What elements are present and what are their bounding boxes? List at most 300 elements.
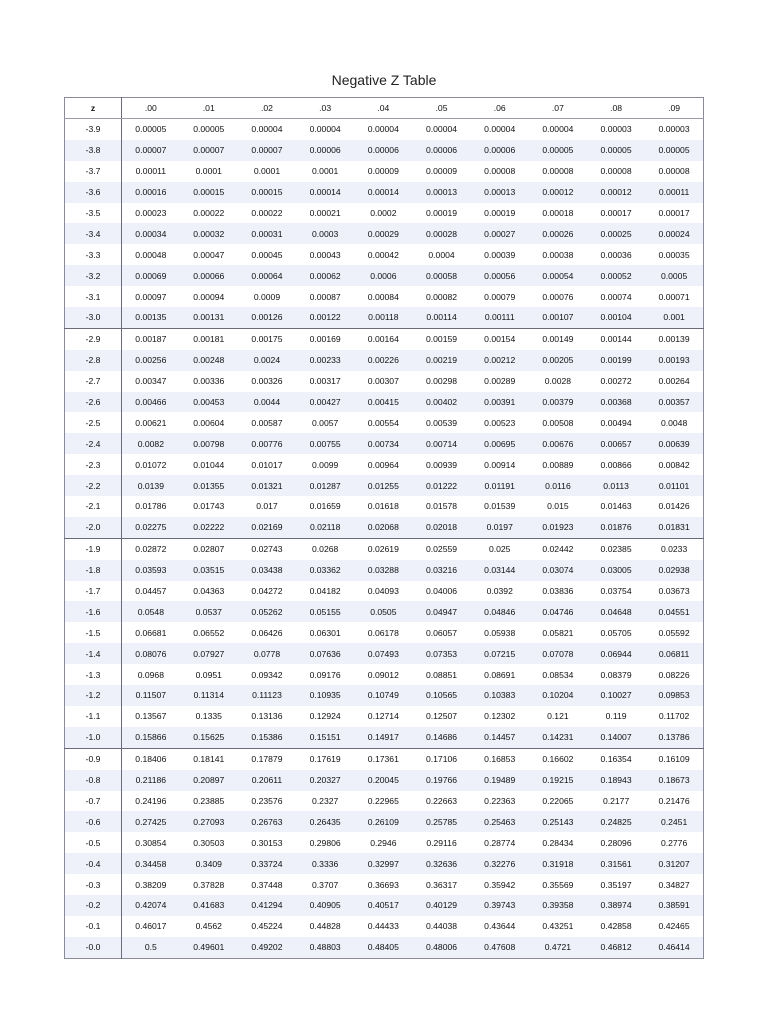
table-row: [65, 119, 704, 140]
z-value-cell: -1.0: [65, 727, 122, 748]
probability-cell: 0.02068: [354, 517, 412, 538]
header-row: [65, 98, 704, 119]
probability-cell: 0.11123: [238, 685, 296, 706]
probability-cell: 0.0009: [253, 291, 281, 302]
probability-cell: 0.00391: [471, 392, 529, 413]
probability-cell: 0.40517: [354, 895, 412, 916]
probability-cell: 0.02169: [238, 517, 296, 538]
table-row: [65, 140, 704, 161]
probability-cell: 0.00012: [529, 182, 587, 203]
table-row: [65, 581, 704, 602]
probability-cell: 0.09176: [309, 669, 341, 680]
probability-cell: 0.06426: [251, 627, 283, 638]
probability-cell: 0.20897: [180, 770, 238, 791]
probability-cell: 0.07493: [354, 643, 412, 664]
probability-cell: 0.24825: [587, 811, 645, 832]
probability-cell: 0.03216: [412, 560, 470, 581]
probability-cell: 0.05821: [542, 627, 574, 638]
probability-cell: 0.00621: [135, 417, 167, 428]
probability-cell: 0.04093: [367, 586, 399, 597]
probability-cell: 0.00074: [600, 291, 632, 302]
probability-cell: 0.00022: [193, 208, 225, 218]
probability-cell: 0.03593: [122, 560, 180, 581]
probability-cell: 0.001: [645, 307, 703, 328]
table-row: [65, 664, 704, 685]
probability-cell: 0.00939: [425, 459, 458, 470]
probability-cell: 0.45224: [251, 921, 283, 932]
probability-cell: 0.07353: [412, 643, 470, 664]
probability-cell: 0.22965: [367, 795, 399, 806]
z-value-cell: -3.9: [65, 119, 122, 140]
table-row: [65, 622, 704, 643]
probability-cell: 0.02938: [645, 560, 703, 581]
z-value-cell: -0.4: [65, 853, 122, 874]
probability-cell: 0.34827: [658, 879, 690, 890]
z-value-cell: -2.1: [65, 496, 122, 517]
probability-cell: 0.27425: [122, 811, 180, 832]
z-value-cell: -1.8: [65, 560, 122, 581]
probability-cell: 0.00008: [484, 166, 516, 177]
probability-cell: 0.00006: [412, 140, 470, 161]
probability-cell: 0.19215: [529, 770, 587, 791]
probability-cell: 0.06811: [645, 643, 703, 664]
probability-cell: 0.00212: [471, 350, 529, 371]
table-row: [65, 853, 704, 874]
probability-cell: 0.00494: [600, 417, 632, 428]
table-row: [65, 643, 704, 664]
probability-cell: 0.17361: [354, 748, 412, 769]
probability-cell: 0.12507: [425, 711, 458, 722]
table-row: [65, 517, 704, 538]
z-value-cell: -2.5: [65, 412, 122, 433]
probability-cell: 0.01463: [600, 501, 632, 512]
probability-cell: 0.39358: [529, 895, 587, 916]
probability-cell: 0.01659: [309, 501, 341, 512]
probability-cell: 0.00007: [122, 140, 180, 161]
probability-cell: 0.10565: [412, 685, 470, 706]
probability-cell: 0.10749: [354, 685, 412, 706]
probability-cell: 0.04648: [587, 601, 645, 622]
probability-cell: 0.00298: [425, 376, 458, 387]
probability-cell: 0.00004: [484, 124, 516, 135]
z-value-cell: -3.6: [65, 182, 122, 203]
probability-cell: 0.04182: [309, 586, 341, 597]
probability-cell: 0.06944: [587, 643, 645, 664]
probability-cell: 0.06301: [309, 627, 341, 638]
z-value-cell: -3.7: [65, 161, 122, 182]
probability-cell: 0.09853: [645, 685, 703, 706]
probability-cell: 0.12302: [484, 711, 516, 722]
probability-cell: 0.00144: [587, 328, 645, 349]
probability-cell: 0.00019: [484, 208, 516, 218]
probability-cell: 0.00149: [529, 328, 587, 349]
probability-cell: 0.01255: [354, 475, 412, 496]
table-row: [65, 286, 704, 307]
probability-cell: 0.05262: [238, 601, 296, 622]
probability-cell: 0.15151: [296, 727, 354, 748]
probability-cell: 0.01287: [296, 475, 354, 496]
probability-cell: 0.10935: [296, 685, 354, 706]
probability-cell: 0.00069: [122, 265, 180, 286]
z-value-cell: -3.1: [65, 286, 122, 307]
z-value-cell: -3.4: [65, 223, 122, 244]
probability-cell: 0.02872: [122, 538, 180, 559]
probability-cell: 0.00017: [600, 208, 632, 218]
probability-cell: 0.16109: [645, 748, 703, 769]
probability-cell: 0.17106: [412, 748, 470, 769]
probability-cell: 0.49601: [180, 937, 238, 958]
probability-cell: 0.00866: [600, 459, 632, 470]
table-row: [65, 244, 704, 265]
z-value-cell: -1.1: [65, 706, 122, 727]
probability-cell: 0.32997: [354, 853, 412, 874]
probability-cell: 0.19766: [412, 770, 470, 791]
column-header: .03: [296, 98, 354, 119]
probability-cell: 0.18141: [180, 748, 238, 769]
probability-cell: 0.20045: [354, 770, 412, 791]
table-row: [65, 791, 704, 812]
probability-cell: 0.27093: [180, 811, 238, 832]
probability-cell: 0.0001: [195, 166, 222, 177]
probability-cell: 0.46017: [135, 921, 167, 932]
probability-cell: 0.00264: [658, 376, 690, 387]
probability-cell: 0.21186: [122, 770, 180, 791]
probability-cell: 0.38591: [645, 895, 703, 916]
probability-cell: 0.05705: [600, 627, 632, 638]
probability-cell: 0.00539: [425, 417, 458, 428]
probability-cell: 0.46414: [645, 937, 703, 958]
z-value-cell: -0.6: [65, 811, 122, 832]
probability-cell: 0.00368: [587, 392, 645, 413]
probability-cell: 0.0044: [238, 392, 296, 413]
probability-cell: 0.01321: [238, 475, 296, 496]
probability-cell: 0.00022: [251, 208, 283, 218]
probability-cell: 0.00011: [135, 166, 167, 177]
z-value-cell: -0.2: [65, 895, 122, 916]
probability-cell: 0.17619: [296, 748, 354, 769]
z-value-cell: -3.0: [65, 307, 122, 328]
probability-cell: 0.00005: [645, 140, 703, 161]
probability-cell: 0.09342: [251, 669, 283, 680]
probability-cell: 0.00054: [529, 265, 587, 286]
table-row: [65, 706, 704, 727]
probability-cell: 0.01017: [251, 459, 283, 470]
probability-cell: 0.00181: [180, 328, 238, 349]
probability-cell: 0.03144: [471, 560, 529, 581]
probability-cell: 0.33724: [238, 853, 296, 874]
probability-cell: 0.11314: [180, 685, 238, 706]
z-value-cell: -3.5: [65, 203, 122, 224]
probability-cell: 0.00776: [238, 433, 296, 454]
probability-cell: 0.26763: [238, 811, 296, 832]
probability-cell: 0.00755: [296, 433, 354, 454]
probability-cell: 0.00003: [600, 124, 632, 135]
probability-cell: 0.00028: [412, 223, 470, 244]
probability-cell: 0.13786: [645, 727, 703, 748]
probability-cell: 0.00104: [587, 307, 645, 328]
z-value-cell: -1.5: [65, 622, 122, 643]
probability-cell: 0.39743: [471, 895, 529, 916]
probability-cell: 0.3409: [180, 853, 238, 874]
probability-cell: 0.00043: [309, 249, 341, 260]
probability-cell: 0.03836: [542, 586, 574, 597]
probability-cell: 0.23885: [193, 795, 225, 806]
probability-cell: 0.00175: [238, 328, 296, 349]
probability-cell: 0.28774: [484, 837, 516, 848]
probability-cell: 0.0001: [312, 166, 339, 177]
probability-cell: 0.01923: [529, 517, 587, 538]
probability-cell: 0.1335: [195, 711, 222, 722]
probability-cell: 0.40129: [412, 895, 470, 916]
probability-cell: 0.00062: [296, 265, 354, 286]
probability-cell: 0.03005: [587, 560, 645, 581]
z-value-cell: -2.4: [65, 433, 122, 454]
probability-cell: 0.02743: [238, 538, 296, 559]
probability-cell: 0.32276: [471, 853, 529, 874]
probability-cell: 0.119: [605, 711, 627, 722]
probability-cell: 0.04947: [412, 601, 470, 622]
probability-cell: 0.0778: [238, 643, 296, 664]
probability-cell: 0.00005: [587, 140, 645, 161]
column-header: .08: [587, 98, 645, 119]
probability-cell: 0.07636: [296, 643, 354, 664]
probability-cell: 0.07078: [529, 643, 587, 664]
table-row: [65, 748, 704, 769]
probability-cell: 0.31207: [645, 853, 703, 874]
probability-cell: 0.26435: [296, 811, 354, 832]
probability-cell: 0.00199: [587, 350, 645, 371]
probability-cell: 0.00045: [251, 249, 283, 260]
table-row: [65, 433, 704, 454]
probability-cell: 0.00094: [193, 291, 225, 302]
probability-cell: 0.00357: [645, 392, 703, 413]
probability-cell: 0.21476: [658, 795, 690, 806]
probability-cell: 0.0548: [122, 601, 180, 622]
column-header: .07: [529, 98, 587, 119]
probability-cell: 0.01222: [412, 475, 470, 496]
probability-cell: 0.00347: [135, 376, 167, 387]
probability-cell: 0.29806: [309, 837, 341, 848]
probability-cell: 0.0392: [486, 586, 513, 597]
probability-cell: 0.00798: [180, 433, 238, 454]
probability-cell: 0.00006: [354, 140, 412, 161]
probability-cell: 0.00008: [542, 166, 574, 177]
probability-cell: 0.0001: [253, 166, 281, 177]
z-value-cell: -1.3: [65, 664, 122, 685]
probability-cell: 0.00023: [135, 208, 167, 218]
probability-cell: 0.2776: [660, 837, 688, 848]
probability-cell: 0.44828: [309, 921, 341, 932]
table-row: [65, 895, 704, 916]
probability-cell: 0.00026: [529, 223, 587, 244]
z-value-cell: -2.2: [65, 475, 122, 496]
page-title: Negative Z Table: [331, 72, 437, 88]
z-column-header: z: [65, 98, 122, 119]
probability-cell: 0.02275: [122, 517, 180, 538]
probability-cell: 0.015: [547, 501, 569, 512]
probability-cell: 0.01876: [587, 517, 645, 538]
probability-cell: 0.3707: [312, 879, 339, 890]
probability-cell: 0.48803: [296, 937, 354, 958]
probability-cell: 0.00025: [587, 223, 645, 244]
column-header: .02: [238, 98, 296, 119]
table-row: [65, 350, 704, 371]
probability-cell: 0.01831: [645, 517, 703, 538]
probability-cell: 0.0082: [122, 433, 180, 454]
probability-cell: 0.00039: [484, 249, 516, 260]
probability-cell: 0.01101: [645, 475, 703, 496]
probability-cell: 0.01539: [484, 501, 516, 512]
probability-cell: 0.00017: [658, 208, 690, 218]
probability-cell: 0.0005: [645, 265, 703, 286]
probability-cell: 0.0002: [370, 208, 397, 218]
probability-cell: 0.28096: [600, 837, 632, 848]
table-row: [65, 685, 704, 706]
probability-cell: 0.2177: [602, 795, 630, 806]
table-row: [65, 874, 704, 895]
probability-cell: 0.10383: [471, 685, 529, 706]
probability-cell: 0.06178: [367, 627, 399, 638]
probability-cell: 0.00007: [238, 140, 296, 161]
z-value-cell: -0.3: [65, 874, 122, 895]
probability-cell: 0.03438: [238, 560, 296, 581]
probability-cell: 0.48006: [412, 937, 470, 958]
probability-cell: 0.00135: [122, 307, 180, 328]
probability-cell: 0.00032: [180, 223, 238, 244]
probability-cell: 0.31918: [529, 853, 587, 874]
probability-cell: 0.0024: [238, 350, 296, 371]
probability-cell: 0.25785: [412, 811, 470, 832]
probability-cell: 0.00914: [484, 459, 516, 470]
table-row: [65, 328, 704, 349]
probability-cell: 0.00008: [600, 166, 632, 177]
probability-cell: 0.18673: [645, 770, 703, 791]
probability-cell: 0.18406: [122, 748, 180, 769]
probability-cell: 0.22663: [425, 795, 458, 806]
probability-cell: 0.35942: [484, 879, 516, 890]
probability-cell: 0.0968: [137, 669, 164, 680]
probability-cell: 0.34458: [122, 853, 180, 874]
probability-cell: 0.00079: [484, 291, 516, 302]
table-row: [65, 454, 704, 475]
probability-cell: 0.00018: [542, 208, 574, 218]
z-value-cell: -3.2: [65, 265, 122, 286]
table-row: [65, 937, 704, 958]
probability-cell: 0.0233: [645, 538, 703, 559]
probability-cell: 0.00009: [367, 166, 399, 177]
table-row: [65, 811, 704, 832]
probability-cell: 0.0505: [354, 601, 412, 622]
probability-cell: 0.41683: [180, 895, 238, 916]
probability-cell: 0.28434: [542, 837, 574, 848]
probability-cell: 0.00004: [251, 124, 283, 135]
probability-cell: 0.00071: [658, 291, 690, 302]
probability-cell: 0.00336: [193, 376, 225, 387]
column-header: .00: [122, 98, 180, 119]
probability-cell: 0.22065: [542, 795, 574, 806]
probability-cell: 0.07215: [471, 643, 529, 664]
table-row: [65, 727, 704, 748]
column-header: .05: [412, 98, 470, 119]
probability-cell: 0.00015: [180, 182, 238, 203]
probability-cell: 0.00097: [135, 291, 167, 302]
probability-cell: 0.00011: [645, 182, 703, 203]
probability-cell: 0.00036: [600, 249, 632, 260]
probability-cell: 0.00082: [425, 291, 458, 302]
probability-cell: 0.47608: [471, 937, 529, 958]
z-value-cell: -3.8: [65, 140, 122, 161]
table-row: [65, 475, 704, 496]
probability-cell: 0.15625: [180, 727, 238, 748]
probability-cell: 0.04551: [645, 601, 703, 622]
probability-cell: 0.00122: [296, 307, 354, 328]
z-value-cell: -2.7: [65, 371, 122, 392]
probability-cell: 0.00964: [367, 459, 399, 470]
probability-cell: 0.03515: [180, 560, 238, 581]
probability-cell: 0.08534: [542, 669, 574, 680]
probability-cell: 0.00676: [529, 433, 587, 454]
probability-cell: 0.16853: [471, 748, 529, 769]
probability-cell: 0.42465: [658, 921, 690, 932]
probability-cell: 0.06681: [135, 627, 167, 638]
probability-cell: 0.00427: [296, 392, 354, 413]
table-row: [65, 770, 704, 791]
probability-cell: 0.03673: [658, 586, 690, 597]
probability-cell: 0.31561: [587, 853, 645, 874]
probability-cell: 0.02807: [180, 538, 238, 559]
probability-cell: 0.03288: [354, 560, 412, 581]
probability-cell: 0.00007: [180, 140, 238, 161]
probability-cell: 0.08226: [658, 669, 690, 680]
probability-cell: 0.29116: [426, 837, 457, 848]
table-row: [65, 496, 704, 517]
probability-cell: 0.00159: [412, 328, 470, 349]
probability-cell: 0.00164: [354, 328, 412, 349]
probability-cell: 0.00205: [529, 350, 587, 371]
probability-cell: 0.20611: [238, 770, 296, 791]
probability-cell: 0.00187: [122, 328, 180, 349]
probability-cell: 0.00657: [587, 433, 645, 454]
probability-cell: 0.01743: [193, 501, 225, 512]
probability-cell: 0.00005: [135, 124, 167, 135]
probability-cell: 0.01426: [658, 501, 690, 512]
probability-cell: 0.01618: [367, 501, 399, 512]
probability-cell: 0.00272: [600, 376, 632, 387]
probability-cell: 0.23576: [251, 795, 283, 806]
probability-cell: 0.2327: [312, 795, 339, 806]
z-value-cell: -3.3: [65, 244, 122, 265]
table-row: [65, 223, 704, 244]
probability-cell: 0.03074: [529, 560, 587, 581]
probability-cell: 0.00016: [122, 182, 180, 203]
probability-cell: 0.00029: [354, 223, 412, 244]
z-value-cell: -1.2: [65, 685, 122, 706]
table-row: [65, 203, 704, 224]
table-row: [65, 832, 704, 853]
probability-cell: 0.00169: [296, 328, 354, 349]
probability-cell: 0.02442: [529, 538, 587, 559]
probability-cell: 0.04846: [471, 601, 529, 622]
probability-cell: 0.46812: [587, 937, 645, 958]
probability-cell: 0.0268: [296, 538, 354, 559]
probability-cell: 0.00193: [645, 350, 703, 371]
probability-cell: 0.35569: [542, 879, 574, 890]
probability-cell: 0.06552: [193, 627, 225, 638]
table-row: [65, 182, 704, 203]
probability-cell: 0.03362: [296, 560, 354, 581]
probability-cell: 0.00031: [238, 223, 296, 244]
z-value-cell: -2.0: [65, 517, 122, 538]
